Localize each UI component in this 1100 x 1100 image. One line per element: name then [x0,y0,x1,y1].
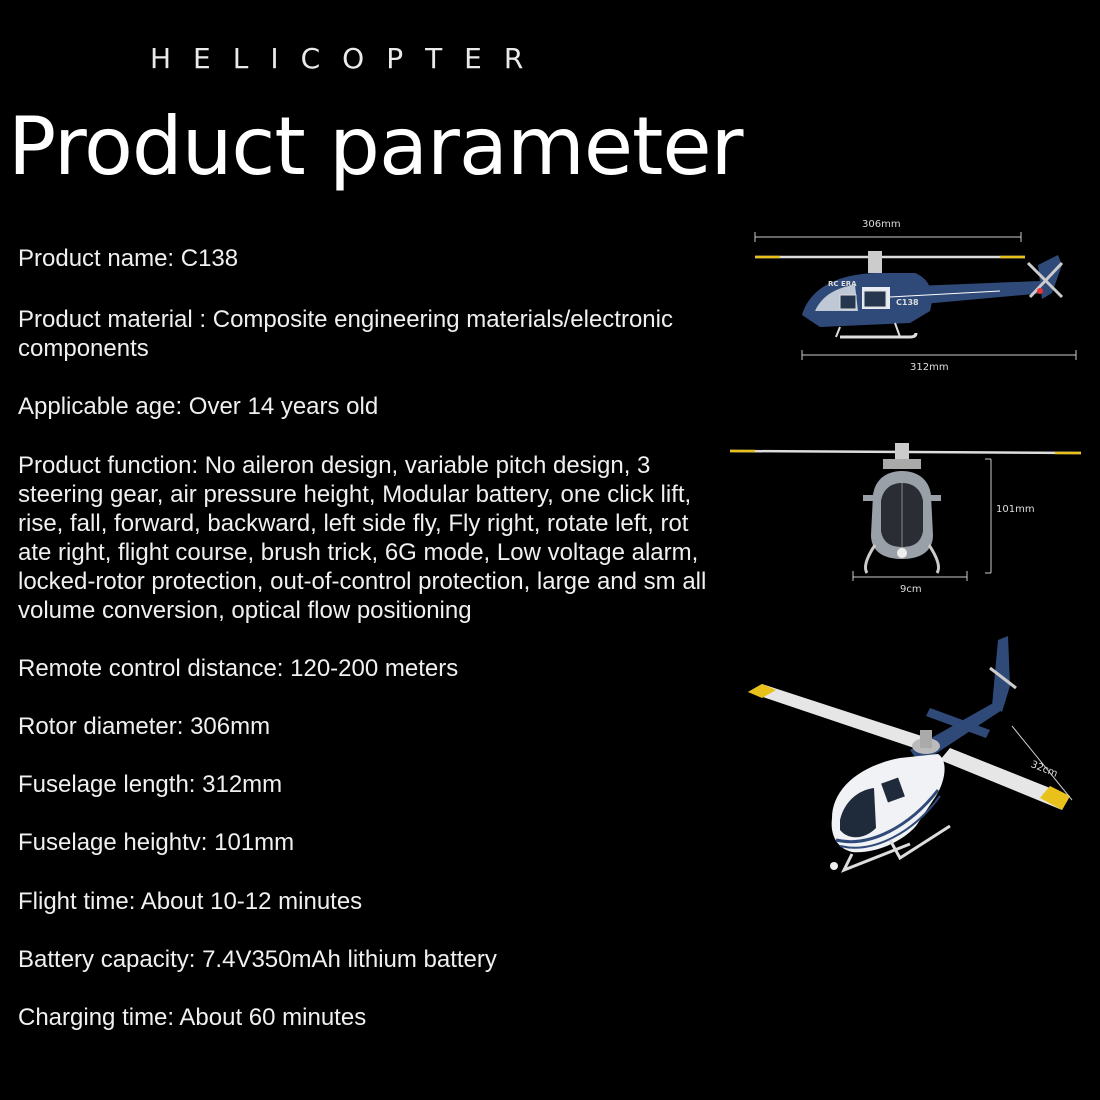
eyebrow-heading: HELICOPTER [150,42,546,75]
blade-length-label: 32cm [1028,759,1060,780]
page-title: Product parameter [8,100,743,193]
front-view-helicopter-diagram [725,435,1095,595]
spec-product-material: Product material : Composite engineering materials/electronic components [18,306,673,362]
model-number-text: C138 [896,298,919,307]
spec-product-name: Product name: C138 [18,245,239,272]
spec-rotor-diameter: Rotor diameter: 306mm [18,713,271,740]
rotor-diameter-label: 306mm [862,219,901,230]
spec-remote-distance: Remote control distance: 120-200 meters [18,655,459,682]
fuselage-height-label: 101mm [996,504,1035,515]
spec-charging-time: Charging time: About 60 minutes [18,1004,367,1031]
livery-text: RC ERA [828,280,857,288]
spec-flight-time: Flight time: About 10-12 minutes [18,888,363,915]
fuselage-width-label: 9cm [900,584,922,595]
fuselage-length-label: 312mm [910,362,949,373]
spec-applicable-age: Applicable age: Over 14 years old [18,393,379,420]
spec-fuselage-length: Fuselage length: 312mm [18,771,283,798]
spec-battery-capacity: Battery capacity: 7.4V350mAh lithium battery [18,946,497,973]
spec-product-function: Product function: No aileron design, variable pitch design, 3 steering gear, air pressure height, Modular battery, one click lift, rise, fall, forward, backward, left side fly, Fly right, rotate left, rot ate right, flight course, brush trick, 6G mode, Low voltage alarm, locked-rotor protection, out-of-control protection, large and sm all volume conversion, optical flow positioning [18,452,707,624]
spec-fuselage-height: Fuselage heightv: 101mm [18,829,295,856]
